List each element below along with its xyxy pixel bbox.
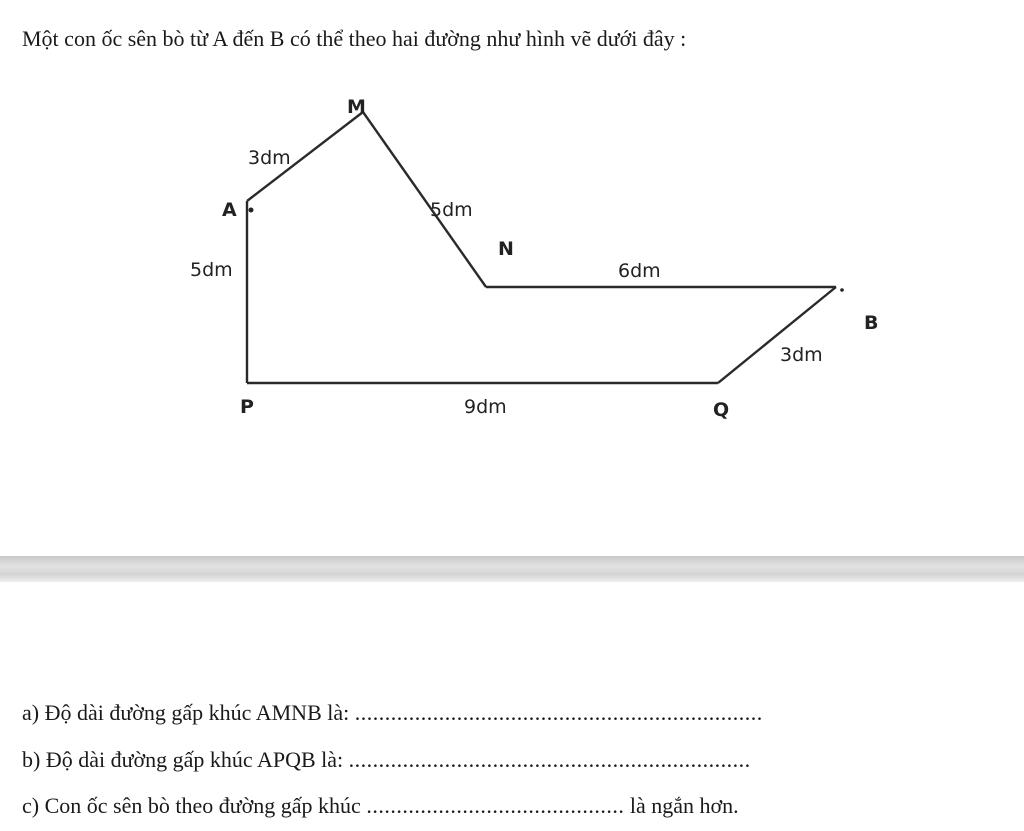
question-c-answer-blank: ........................................... — [366, 793, 625, 818]
label-point-q: Q — [713, 399, 730, 421]
question-b — [22, 747, 751, 773]
label-point-b: B — [864, 312, 879, 334]
segment-qb — [718, 287, 836, 383]
label-length-ap: 5dm — [190, 259, 233, 281]
question-b-text: b) Độ dài đường gấp khúc APQB là: — [22, 747, 344, 772]
problem-statement: Một con ốc sên bò từ A đến B có thể theo hai đường như hình vẽ dưới đây : — [22, 26, 687, 51]
question-c — [22, 793, 739, 819]
label-length-mn: 5dm — [430, 199, 473, 221]
label-length-pq: 9dm — [464, 396, 507, 418]
point-b-dot — [840, 288, 844, 292]
label-length-am: 3dm — [248, 147, 291, 169]
point-a-dot — [249, 208, 254, 213]
question-a — [22, 700, 763, 726]
label-point-n: N — [498, 238, 514, 260]
label-length-qb: 3dm — [780, 344, 823, 366]
question-c-text: c) Con ốc sên bò theo đường gấp khúc — [22, 793, 361, 818]
page-separator — [0, 556, 1024, 582]
worksheet-page-bottom — [0, 582, 1024, 831]
question-a-text: a) Độ dài đường gấp khúc AMNB là: — [22, 700, 350, 725]
question-b-answer-blank: ................................................................... — [348, 747, 751, 772]
label-point-m: M — [347, 96, 366, 118]
label-point-a: A — [222, 199, 237, 221]
label-length-nb: 6dm — [618, 260, 661, 282]
label-point-p: P — [240, 396, 254, 418]
question-c-suffix: là ngắn hơn. — [629, 793, 739, 818]
question-a-answer-blank: .................................................................... — [354, 700, 763, 725]
